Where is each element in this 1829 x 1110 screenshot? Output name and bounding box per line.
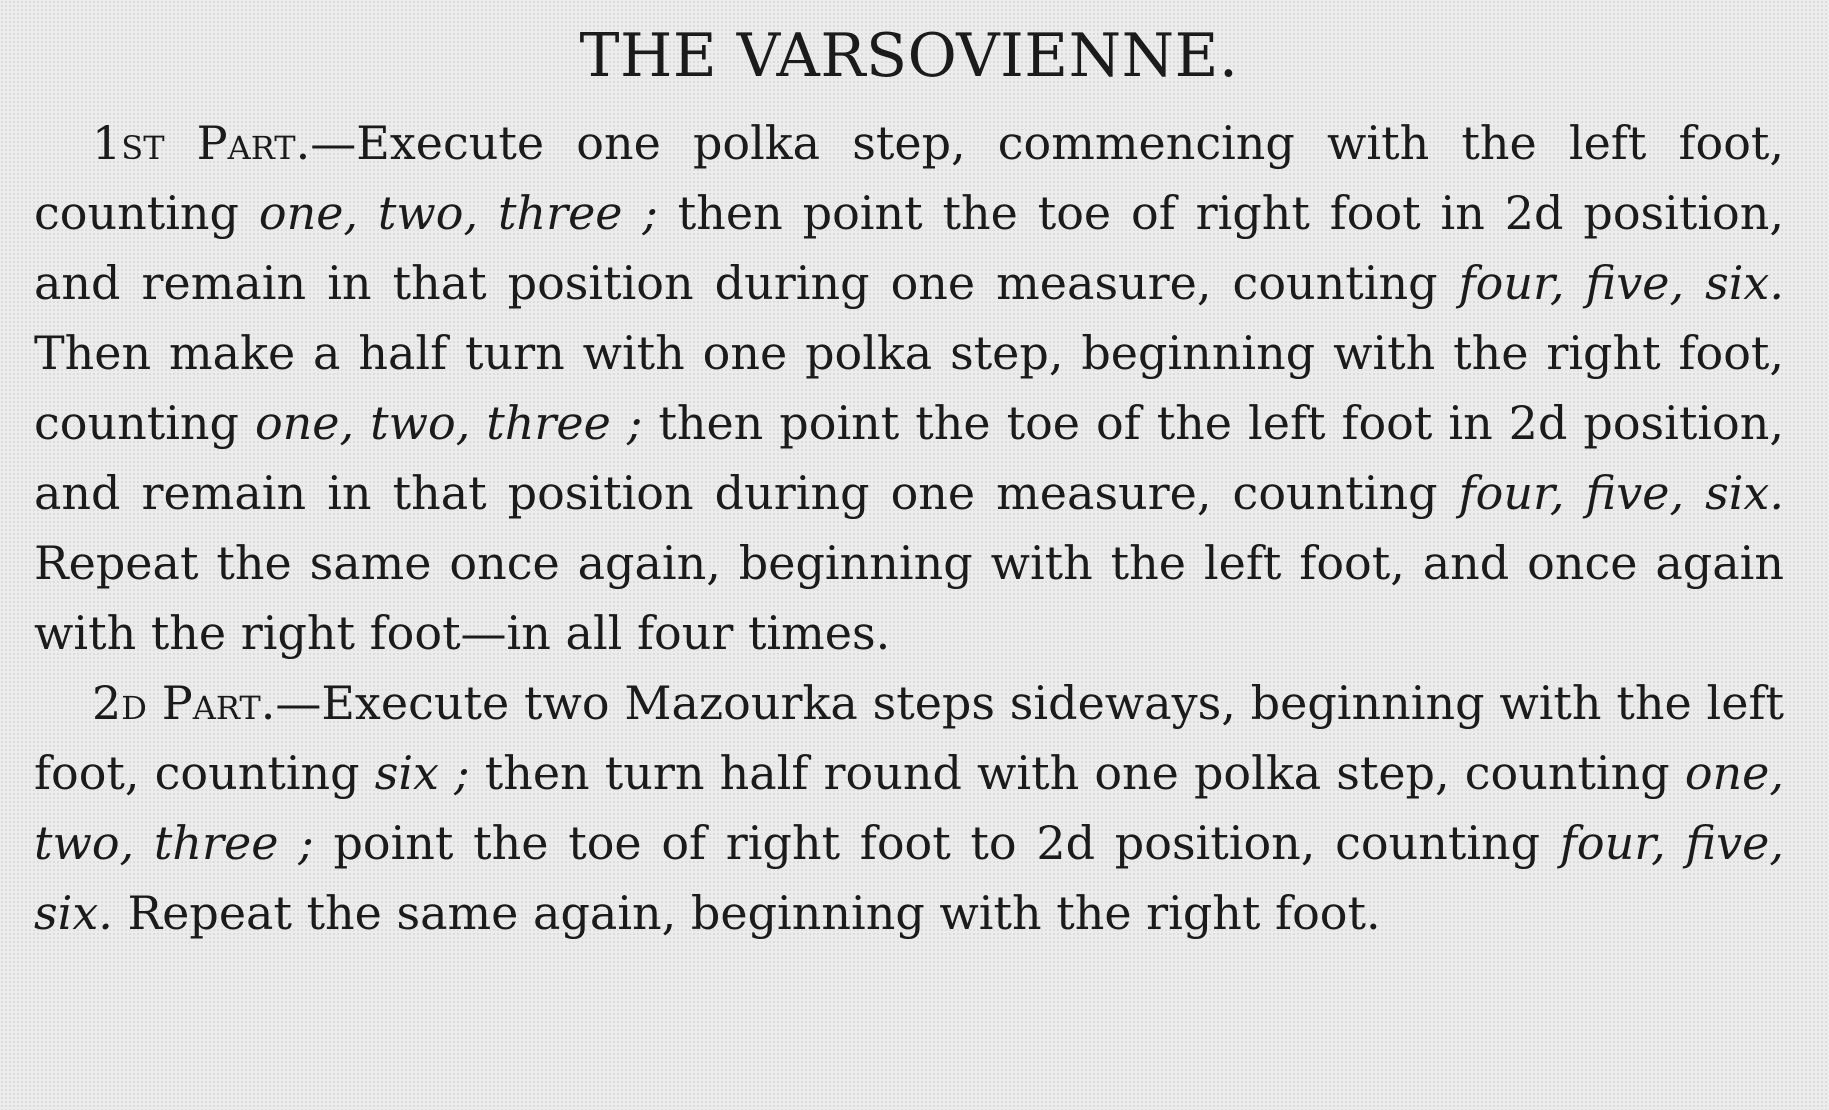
italic-count: six ; [374, 746, 470, 800]
text-segment: point the toe of right foot to 2d position, counting [313, 816, 1560, 870]
italic-count: four, five, six. [34, 816, 1785, 940]
paragraph-part-1 [34, 108, 1784, 668]
part-label: 1st Part. [92, 116, 311, 170]
part-label: 2d Part. [92, 676, 276, 730]
text-segment: then point the toe of right foot in 2d position, and remain in that position during one measure, counting [34, 186, 1784, 310]
document-body [34, 108, 1784, 948]
text-segment: then point the toe of the left foot in 2d position, and remain in that position during one measure, counting [34, 396, 1784, 520]
italic-count: one, two, three ; [254, 396, 643, 450]
italic-count: one, two, three ; [34, 746, 1784, 870]
paragraph-part-2 [34, 668, 1784, 948]
text-segment: Repeat the same again, beginning with the right foot. [112, 886, 1381, 940]
italic-count: one, two, three ; [258, 186, 658, 240]
text-segment: —Execute one polka step, commencing with the left foot, counting [34, 116, 1784, 240]
text-segment: then turn half round with one polka step, counting [469, 746, 1685, 800]
text-segment: Repeat the same once again, beginning with the left foot, and once again with the right foot—in all four times. [34, 536, 1784, 660]
text-segment: Then make a half turn with one polka step, beginning with the right foot, counting [34, 326, 1784, 450]
italic-count: four, five, six. [1458, 466, 1784, 520]
italic-count: four, five, six. [1458, 256, 1784, 310]
text-segment: —Execute two Mazourka steps sideways, beginning with the left foot, counting [34, 676, 1784, 800]
page-title: THE VARSOVIENNE. [579, 21, 1239, 91]
